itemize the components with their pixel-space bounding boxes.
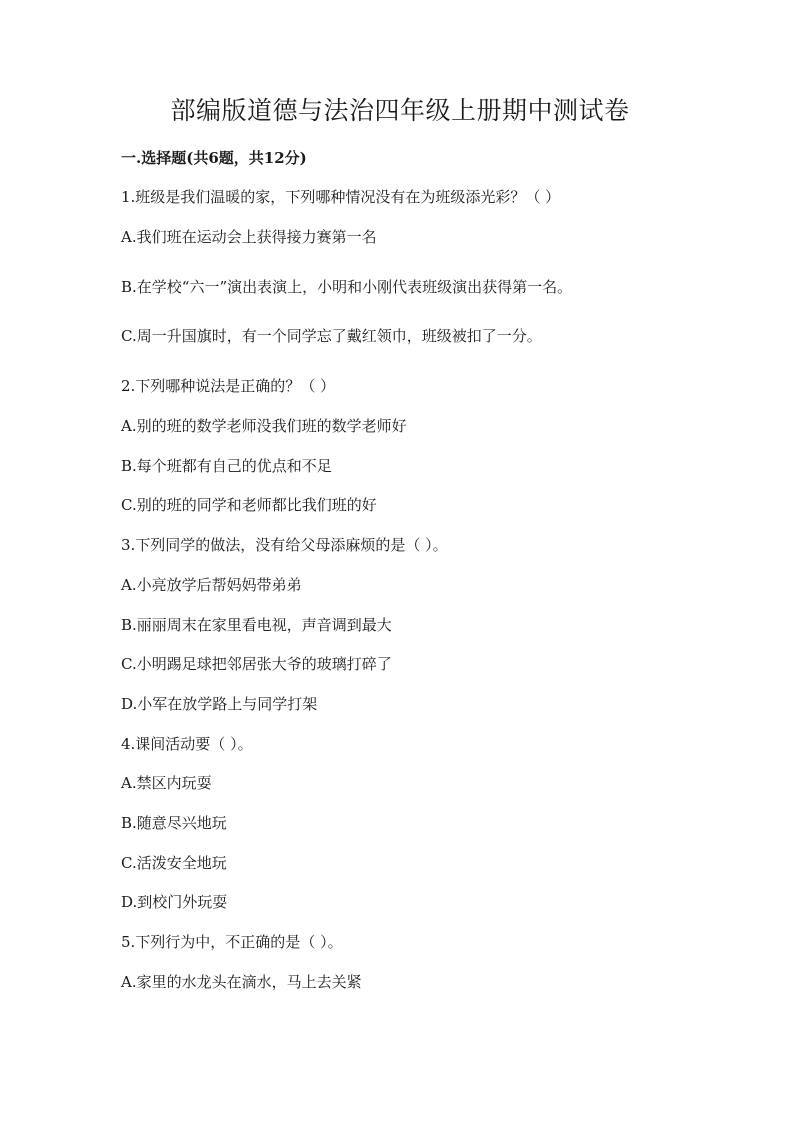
answer-option: C.活泼安全地玩 xyxy=(121,854,227,872)
answer-option: A.我们班在运动会上获得接力赛第一名 xyxy=(121,228,377,246)
question-stem: 2.下列哪种说法是正确的？（ ） xyxy=(121,377,336,395)
question-stem: 1.班级是我们温暖的家，下列哪种情况没有在为班级添光彩？（ ） xyxy=(121,188,561,206)
answer-option: C.小明踢足球把邻居张大爷的玻璃打碎了 xyxy=(121,655,392,673)
answer-option: C.周一升国旗时，有一个同学忘了戴红领巾，班级被扣了一分。 xyxy=(121,327,542,345)
answer-option: B.随意尽兴地玩 xyxy=(121,814,227,832)
answer-option: A.家里的水龙头在滴水，马上去关紧 xyxy=(121,973,362,991)
answer-option: A.别的班的数学老师没我们班的数学老师好 xyxy=(121,417,407,435)
answer-option: B.丽丽周末在家里看电视，声音调到最大 xyxy=(121,616,392,634)
section-heading: 一.选择题(共6题，共12分) xyxy=(121,149,307,167)
answer-option: D.到校门外玩耍 xyxy=(121,893,228,911)
question-stem: 5.下列行为中，不正确的是（ ）。 xyxy=(121,933,343,951)
answer-option: C.别的班的同学和老师都比我们班的好 xyxy=(121,496,377,514)
question-stem: 3.下列同学的做法，没有给父母添麻烦的是（ ）。 xyxy=(121,536,448,554)
answer-option: A.禁区内玩耍 xyxy=(121,774,212,792)
answer-option: A.小亮放学后帮妈妈带弟弟 xyxy=(121,576,302,594)
answer-option: B.每个班都有自己的优点和不足 xyxy=(121,457,332,475)
page-title: 部编版道德与法治四年级上册期中测试卷 xyxy=(170,96,630,125)
question-stem: 4.课间活动要（ ）。 xyxy=(121,735,253,753)
answer-option: B.在学校“六一”演出表演上，小明和小刚代表班级演出获得第一名。 xyxy=(121,278,573,296)
answer-option: D.小军在放学路上与同学打架 xyxy=(121,695,318,713)
